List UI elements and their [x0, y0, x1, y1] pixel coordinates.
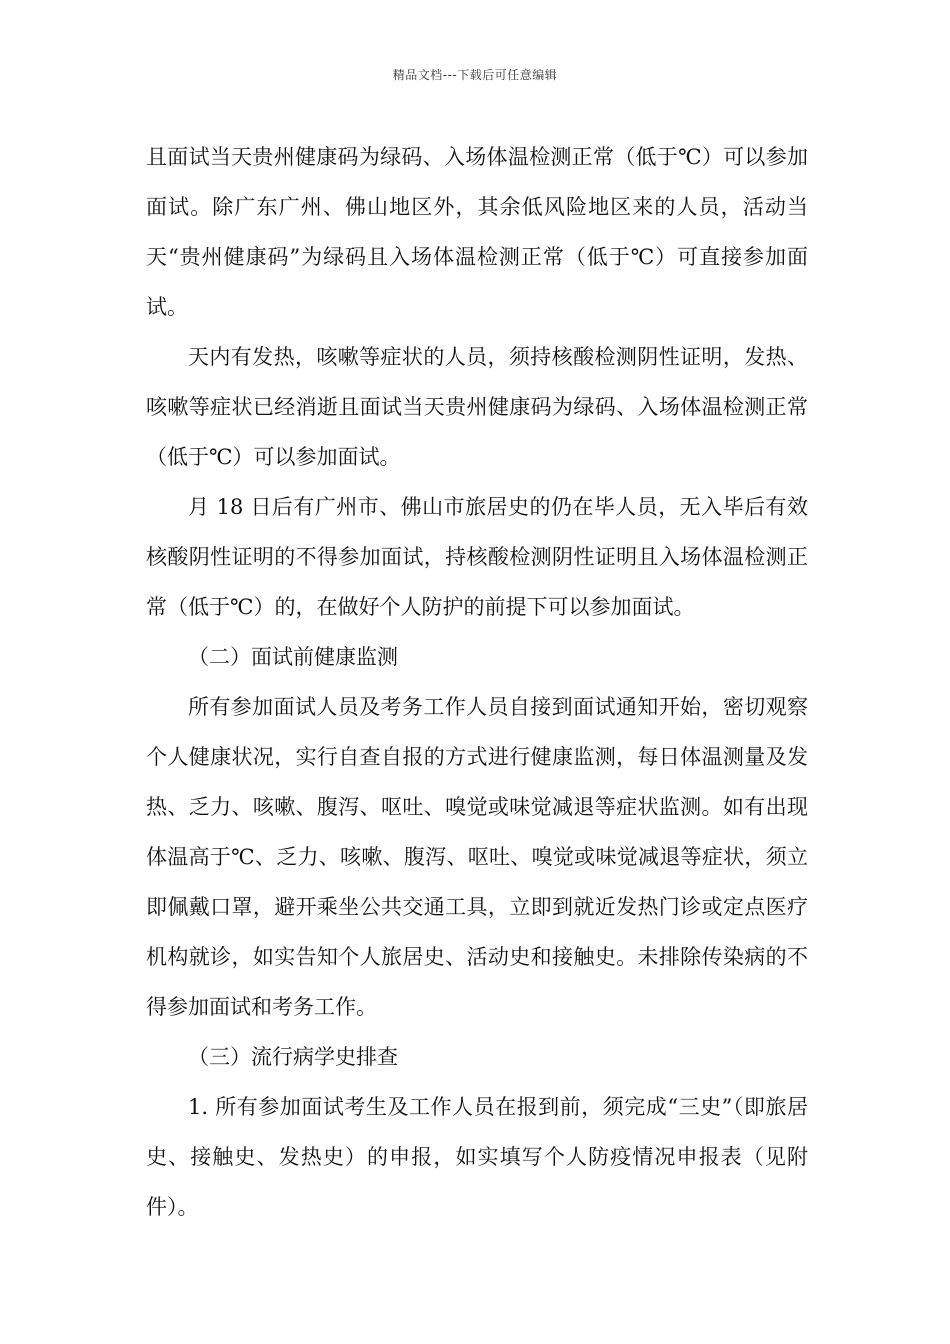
page-header: 精品文档---下载后可任意编辑	[392, 68, 558, 82]
paragraph-health-monitoring: 所有参加面试人员及考务工作人员自接到面试通知开始，密切观察个人健康状况，实行自查自报的方式进行健康监测，每日体温测量及发热、乏力、咳嗽、腹泻、呕吐、嗅觉或味觉减退等症状监测。如有出现体温高于℃、乏力、咳嗽、腹泻、呕吐、嗅觉或味觉减退等症状，须立即佩戴口罩，避开乘坐公共交通工具，立即到就近发热门诊或定点医疗机构就诊，如实告知个人旅居史、活动史和接触史。未排除传染病的不得参加面试和考务工作。	[146, 695, 808, 1019]
section-heading-health-monitoring: （二）面试前健康监测	[188, 645, 398, 669]
paragraph-three-histories: 1. 所有参加面试考生及工作人员在报到前，须完成“三史”（即旅居史、接触史、发热史）的申报，如实填写个人防疫情况申报表（见附件）。	[146, 1095, 808, 1219]
paragraph-travel-history: 月 18 日后有广州市、佛山市旅居史的仍在毕人员，无入毕后有效核酸阴性证明的不得参加面试，持核酸检测阴性证明且入场体温检测正常（低于℃）的，在做好个人防护的前提下可以参加面试。	[146, 495, 808, 619]
paragraph-continuation: 且面试当天贵州健康码为绿码、入场体温检测正常（低于℃）可以参加面试。除广东广州、佛山地区外，其余低风险地区来的人员，活动当天“贵州健康码”为绿码且入场体温检测正常（低于℃）可直接参加面试。	[146, 145, 808, 319]
paragraph-fever-symptoms: 天内有发热，咳嗽等症状的人员，须持核酸检测阴性证明，发热、咳嗽等症状已经消逝且面试当天贵州健康码为绿码、入场体温检测正常（低于℃）可以参加面试。	[146, 345, 808, 469]
document-body	[146, 132, 808, 1232]
section-heading-epidemiology: （三）流行病学史排查	[188, 1045, 398, 1069]
